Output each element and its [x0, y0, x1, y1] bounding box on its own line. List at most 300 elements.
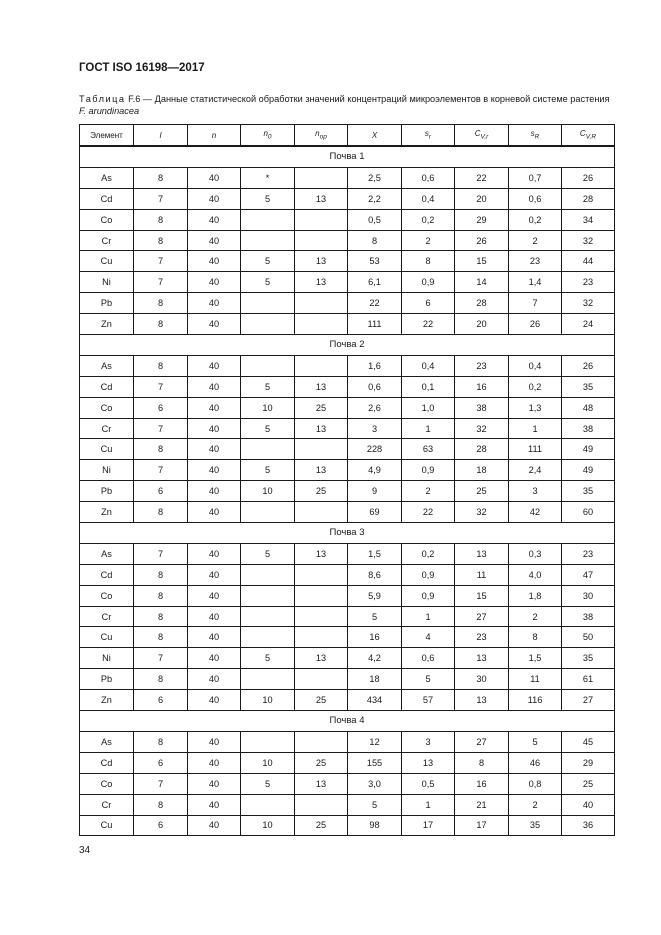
- value-cell: 8: [134, 355, 188, 376]
- value-cell: 13: [455, 690, 509, 711]
- value-cell: 13: [295, 648, 348, 669]
- value-cell: 36: [562, 815, 615, 836]
- value-cell: 8: [134, 314, 188, 335]
- value-cell: 111: [348, 314, 402, 335]
- value-cell: [241, 585, 295, 606]
- value-cell: [241, 731, 295, 752]
- value-cell: 57: [402, 690, 455, 711]
- element-cell: Zn: [80, 502, 134, 523]
- value-cell: 7: [509, 293, 562, 314]
- table-row: [80, 397, 615, 418]
- value-cell: 14: [455, 272, 509, 293]
- table-header-row: [80, 125, 615, 147]
- value-cell: [241, 439, 295, 460]
- value-cell: 7: [134, 272, 188, 293]
- value-cell: 3,0: [348, 773, 402, 794]
- value-cell: 25: [295, 752, 348, 773]
- table-row: [80, 418, 615, 439]
- value-cell: 40: [188, 314, 241, 335]
- value-cell: 18: [455, 460, 509, 481]
- value-cell: 27: [455, 606, 509, 627]
- value-cell: 13: [295, 773, 348, 794]
- value-cell: 5,9: [348, 585, 402, 606]
- value-cell: [295, 209, 348, 230]
- value-cell: 35: [509, 815, 562, 836]
- element-cell: Ni: [80, 460, 134, 481]
- value-cell: 2,5: [348, 167, 402, 188]
- value-cell: 8: [134, 564, 188, 585]
- value-cell: 40: [188, 481, 241, 502]
- value-cell: 32: [562, 230, 615, 251]
- value-cell: 1: [509, 418, 562, 439]
- column-header: [402, 125, 455, 147]
- column-header-main: C: [474, 129, 481, 139]
- data-table: [79, 124, 615, 836]
- value-cell: 40: [188, 627, 241, 648]
- section-row: [80, 146, 615, 167]
- value-cell: 5: [241, 272, 295, 293]
- value-cell: 13: [455, 648, 509, 669]
- value-cell: 5: [241, 188, 295, 209]
- column-header-subscript: V,R: [585, 133, 597, 141]
- value-cell: 6: [134, 815, 188, 836]
- value-cell: [295, 731, 348, 752]
- value-cell: 25: [295, 397, 348, 418]
- value-cell: 4,9: [348, 460, 402, 481]
- value-cell: 4,2: [348, 648, 402, 669]
- value-cell: 8: [134, 209, 188, 230]
- value-cell: 5: [509, 731, 562, 752]
- value-cell: 10: [241, 752, 295, 773]
- value-cell: 8: [455, 752, 509, 773]
- value-cell: 8: [134, 669, 188, 690]
- table-row: [80, 815, 615, 836]
- table-row: [80, 167, 615, 188]
- value-cell: 60: [562, 502, 615, 523]
- column-header: [295, 125, 348, 147]
- value-cell: 8: [134, 606, 188, 627]
- value-cell: [295, 794, 348, 815]
- value-cell: [295, 439, 348, 460]
- table-row: [80, 251, 615, 272]
- value-cell: 0,4: [402, 355, 455, 376]
- element-cell: Pb: [80, 293, 134, 314]
- value-cell: 0,2: [402, 209, 455, 230]
- column-header-subscript: R: [534, 133, 540, 141]
- value-cell: 22: [455, 167, 509, 188]
- value-cell: 40: [188, 669, 241, 690]
- column-header: [188, 125, 241, 147]
- element-cell: Cr: [80, 794, 134, 815]
- value-cell: 8: [348, 230, 402, 251]
- value-cell: 10: [241, 397, 295, 418]
- value-cell: 98: [348, 815, 402, 836]
- value-cell: 40: [188, 418, 241, 439]
- section-title: Почва 4: [80, 711, 615, 732]
- value-cell: 27: [562, 690, 615, 711]
- value-cell: [295, 167, 348, 188]
- value-cell: 5: [241, 460, 295, 481]
- value-cell: 0,3: [509, 543, 562, 564]
- value-cell: 0,2: [402, 543, 455, 564]
- section-row: [80, 711, 615, 732]
- value-cell: 0,6: [402, 167, 455, 188]
- value-cell: 0,4: [509, 355, 562, 376]
- value-cell: 7: [134, 251, 188, 272]
- value-cell: 5: [402, 669, 455, 690]
- table-row: [80, 502, 615, 523]
- value-cell: 35: [562, 481, 615, 502]
- value-cell: 40: [562, 794, 615, 815]
- value-cell: 0,6: [348, 376, 402, 397]
- column-header-main: Элемент: [90, 130, 123, 140]
- element-cell: As: [80, 543, 134, 564]
- value-cell: 20: [455, 314, 509, 335]
- column-header: [80, 125, 134, 147]
- value-cell: 20: [455, 188, 509, 209]
- table-row: [80, 585, 615, 606]
- value-cell: 38: [562, 418, 615, 439]
- caption-species: F. arundinacea: [79, 106, 140, 116]
- value-cell: 1,3: [509, 397, 562, 418]
- value-cell: 48: [562, 397, 615, 418]
- value-cell: [295, 585, 348, 606]
- section-row: [80, 335, 615, 356]
- value-cell: 49: [562, 439, 615, 460]
- value-cell: 11: [509, 669, 562, 690]
- column-header: [348, 125, 402, 147]
- value-cell: 5: [241, 543, 295, 564]
- value-cell: 10: [241, 690, 295, 711]
- value-cell: 30: [562, 585, 615, 606]
- value-cell: [241, 209, 295, 230]
- value-cell: 2: [509, 230, 562, 251]
- element-cell: Cu: [80, 251, 134, 272]
- value-cell: 7: [134, 543, 188, 564]
- element-cell: Pb: [80, 669, 134, 690]
- value-cell: 30: [455, 669, 509, 690]
- table-row: [80, 460, 615, 481]
- column-header-main: X: [371, 130, 378, 140]
- table-row: [80, 481, 615, 502]
- value-cell: 434: [348, 690, 402, 711]
- value-cell: [295, 355, 348, 376]
- value-cell: 69: [348, 502, 402, 523]
- column-header-subscript: op: [319, 133, 327, 141]
- value-cell: 32: [455, 502, 509, 523]
- value-cell: 63: [402, 439, 455, 460]
- value-cell: 0,5: [402, 773, 455, 794]
- value-cell: 9: [348, 481, 402, 502]
- value-cell: [241, 669, 295, 690]
- value-cell: [295, 564, 348, 585]
- value-cell: 40: [188, 230, 241, 251]
- element-cell: Cu: [80, 439, 134, 460]
- value-cell: 8: [134, 502, 188, 523]
- value-cell: 13: [295, 543, 348, 564]
- value-cell: 0,7: [509, 167, 562, 188]
- value-cell: 32: [562, 293, 615, 314]
- caption-label: Таблица: [79, 94, 126, 104]
- value-cell: 0,9: [402, 272, 455, 293]
- value-cell: 50: [562, 627, 615, 648]
- value-cell: 1: [402, 606, 455, 627]
- value-cell: [241, 502, 295, 523]
- value-cell: 8: [134, 627, 188, 648]
- value-cell: 40: [188, 606, 241, 627]
- column-header-main: C: [579, 129, 586, 139]
- value-cell: 8: [134, 585, 188, 606]
- value-cell: 3: [402, 731, 455, 752]
- value-cell: 13: [295, 188, 348, 209]
- value-cell: 27: [455, 731, 509, 752]
- value-cell: [295, 293, 348, 314]
- value-cell: 111: [509, 439, 562, 460]
- value-cell: 34: [562, 209, 615, 230]
- value-cell: 38: [455, 397, 509, 418]
- value-cell: 13: [295, 418, 348, 439]
- value-cell: 116: [509, 690, 562, 711]
- value-cell: 0,5: [348, 209, 402, 230]
- value-cell: [241, 794, 295, 815]
- document-header: ГОСТ ISO 16198—2017: [79, 62, 205, 74]
- value-cell: 4: [402, 627, 455, 648]
- value-cell: 25: [295, 481, 348, 502]
- element-cell: Pb: [80, 481, 134, 502]
- value-cell: 47: [562, 564, 615, 585]
- value-cell: 21: [455, 794, 509, 815]
- value-cell: 5: [348, 606, 402, 627]
- value-cell: 2,4: [509, 460, 562, 481]
- column-header-main: n: [315, 129, 320, 139]
- value-cell: 5: [241, 418, 295, 439]
- value-cell: 7: [134, 773, 188, 794]
- value-cell: 61: [562, 669, 615, 690]
- value-cell: 49: [562, 460, 615, 481]
- table-row: [80, 188, 615, 209]
- value-cell: 46: [509, 752, 562, 773]
- value-cell: 16: [455, 376, 509, 397]
- column-header-main: s: [424, 129, 429, 139]
- table-row: [80, 376, 615, 397]
- value-cell: 40: [188, 731, 241, 752]
- value-cell: 12: [348, 731, 402, 752]
- element-cell: Zn: [80, 690, 134, 711]
- value-cell: 0,6: [509, 188, 562, 209]
- value-cell: 2: [402, 481, 455, 502]
- value-cell: 2,6: [348, 397, 402, 418]
- value-cell: 38: [562, 606, 615, 627]
- element-cell: Cu: [80, 815, 134, 836]
- element-cell: As: [80, 355, 134, 376]
- value-cell: 0,4: [402, 188, 455, 209]
- element-cell: Ni: [80, 648, 134, 669]
- value-cell: 8: [134, 794, 188, 815]
- value-cell: 5: [348, 794, 402, 815]
- table-row: [80, 314, 615, 335]
- value-cell: 22: [348, 293, 402, 314]
- value-cell: [241, 627, 295, 648]
- value-cell: 4,0: [509, 564, 562, 585]
- element-cell: Cr: [80, 418, 134, 439]
- element-cell: Cr: [80, 606, 134, 627]
- table-row: [80, 230, 615, 251]
- value-cell: [295, 669, 348, 690]
- value-cell: [241, 606, 295, 627]
- value-cell: 13: [295, 251, 348, 272]
- value-cell: 16: [348, 627, 402, 648]
- value-cell: 7: [134, 418, 188, 439]
- value-cell: 40: [188, 376, 241, 397]
- value-cell: 6,1: [348, 272, 402, 293]
- value-cell: 0,9: [402, 585, 455, 606]
- caption-text: F.6 — Данные статистической обработки значений концентраций микроэлементов в корневой системе растения: [125, 94, 610, 104]
- value-cell: 0,9: [402, 460, 455, 481]
- value-cell: 2: [509, 794, 562, 815]
- element-cell: Cr: [80, 230, 134, 251]
- value-cell: 2: [509, 606, 562, 627]
- table-row: [80, 794, 615, 815]
- value-cell: 40: [188, 564, 241, 585]
- value-cell: 11: [455, 564, 509, 585]
- value-cell: [295, 314, 348, 335]
- value-cell: 5: [241, 251, 295, 272]
- value-cell: 22: [402, 502, 455, 523]
- value-cell: 25: [562, 773, 615, 794]
- value-cell: 40: [188, 690, 241, 711]
- value-cell: 40: [188, 543, 241, 564]
- value-cell: 40: [188, 397, 241, 418]
- value-cell: 40: [188, 752, 241, 773]
- value-cell: 8: [402, 251, 455, 272]
- value-cell: 7: [134, 376, 188, 397]
- value-cell: 17: [455, 815, 509, 836]
- table-row: [80, 669, 615, 690]
- table-row: [80, 209, 615, 230]
- value-cell: [295, 627, 348, 648]
- table-body: [80, 146, 615, 836]
- value-cell: 155: [348, 752, 402, 773]
- value-cell: 2: [402, 230, 455, 251]
- value-cell: 0,6: [402, 648, 455, 669]
- element-cell: Zn: [80, 314, 134, 335]
- value-cell: 7: [134, 460, 188, 481]
- value-cell: 1,5: [509, 648, 562, 669]
- column-header-subscript: V,r: [480, 133, 489, 141]
- value-cell: 44: [562, 251, 615, 272]
- table-caption: [79, 93, 619, 117]
- value-cell: 45: [562, 731, 615, 752]
- value-cell: 13: [295, 272, 348, 293]
- value-cell: 8: [509, 627, 562, 648]
- value-cell: 8: [134, 293, 188, 314]
- value-cell: 1,8: [509, 585, 562, 606]
- column-header-subscript: r: [428, 133, 432, 141]
- table-row: [80, 355, 615, 376]
- value-cell: 26: [562, 167, 615, 188]
- element-cell: Ni: [80, 272, 134, 293]
- element-cell: Co: [80, 397, 134, 418]
- value-cell: 8: [134, 731, 188, 752]
- value-cell: 15: [455, 585, 509, 606]
- table-row: [80, 293, 615, 314]
- element-cell: Co: [80, 773, 134, 794]
- value-cell: [241, 314, 295, 335]
- column-header-main: s: [530, 129, 535, 139]
- table-row: [80, 606, 615, 627]
- element-cell: Co: [80, 209, 134, 230]
- table-row: [80, 564, 615, 585]
- element-cell: Cd: [80, 188, 134, 209]
- value-cell: 35: [562, 648, 615, 669]
- element-cell: Cd: [80, 752, 134, 773]
- column-header-subscript: 0: [267, 133, 272, 141]
- value-cell: 6: [134, 690, 188, 711]
- value-cell: 16: [455, 773, 509, 794]
- value-cell: 29: [455, 209, 509, 230]
- value-cell: [295, 502, 348, 523]
- table-row: [80, 439, 615, 460]
- page-number: 34: [79, 845, 91, 856]
- value-cell: 5: [241, 648, 295, 669]
- value-cell: 6: [134, 397, 188, 418]
- value-cell: 8: [134, 439, 188, 460]
- value-cell: [241, 564, 295, 585]
- value-cell: 26: [562, 355, 615, 376]
- value-cell: 10: [241, 815, 295, 836]
- value-cell: 26: [509, 314, 562, 335]
- value-cell: 28: [455, 439, 509, 460]
- section-row: [80, 523, 615, 544]
- section-title: Почва 3: [80, 523, 615, 544]
- value-cell: 3: [509, 481, 562, 502]
- value-cell: 1,0: [402, 397, 455, 418]
- value-cell: 1: [402, 418, 455, 439]
- value-cell: 35: [562, 376, 615, 397]
- value-cell: 25: [455, 481, 509, 502]
- value-cell: 13: [295, 376, 348, 397]
- value-cell: 18: [348, 669, 402, 690]
- value-cell: 1: [402, 794, 455, 815]
- table-row: [80, 627, 615, 648]
- table-row: [80, 690, 615, 711]
- value-cell: 40: [188, 439, 241, 460]
- value-cell: 1,5: [348, 543, 402, 564]
- value-cell: 40: [188, 209, 241, 230]
- value-cell: 28: [562, 188, 615, 209]
- value-cell: 25: [295, 815, 348, 836]
- value-cell: *: [241, 167, 295, 188]
- value-cell: 22: [402, 314, 455, 335]
- value-cell: 23: [455, 355, 509, 376]
- value-cell: 40: [188, 188, 241, 209]
- value-cell: 40: [188, 355, 241, 376]
- column-header-main: l: [159, 130, 162, 140]
- value-cell: 13: [455, 543, 509, 564]
- column-header: [509, 125, 562, 147]
- value-cell: 3: [348, 418, 402, 439]
- value-cell: 1,4: [509, 272, 562, 293]
- value-cell: [295, 230, 348, 251]
- value-cell: [295, 606, 348, 627]
- table-row: [80, 272, 615, 293]
- value-cell: 10: [241, 481, 295, 502]
- table-row: [80, 731, 615, 752]
- value-cell: 1,6: [348, 355, 402, 376]
- column-header: [455, 125, 509, 147]
- value-cell: 40: [188, 794, 241, 815]
- value-cell: 32: [455, 418, 509, 439]
